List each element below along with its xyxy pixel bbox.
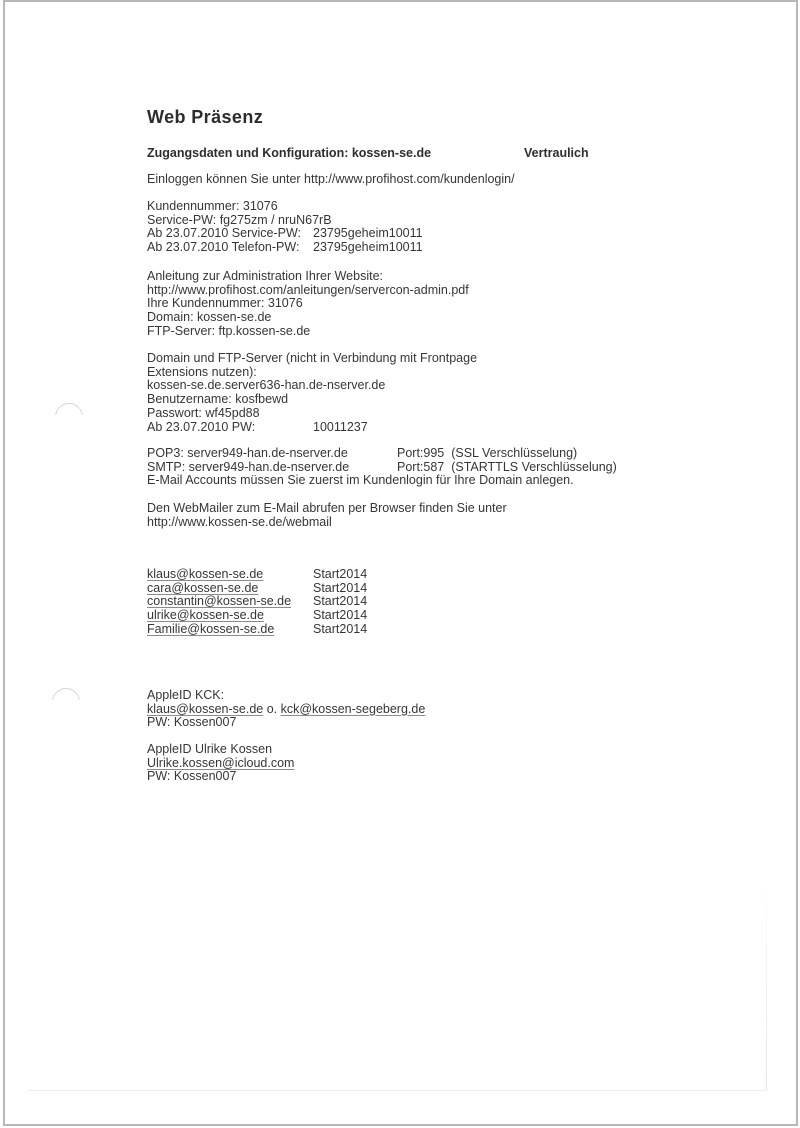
mail-accounts-note: E-Mail Accounts müssen Sie zuerst im Kundenlogin für Ihre Domain anlegen. bbox=[147, 473, 574, 488]
service-pw-2010-label: Ab 23.07.2010 Service-PW: bbox=[147, 226, 302, 241]
webmail-block bbox=[147, 502, 507, 529]
telefon-pw-2010-value: 23795geheim10011 bbox=[313, 240, 423, 255]
document-title: Web Präsenz bbox=[147, 107, 264, 128]
email-account-row bbox=[147, 608, 368, 623]
webmail-url: http://www.kossen-se.de/webmail bbox=[147, 514, 332, 529]
admin-guide-intro: Anleitung zur Administration Ihrer Website: bbox=[147, 269, 383, 283]
punch-hole-mark-top bbox=[55, 403, 83, 431]
customer-number-line: Kundennummer: 31076 bbox=[147, 199, 278, 213]
ftp-note-line2: Extensions nutzen): bbox=[147, 364, 257, 379]
appleid-ulrike-label: AppleID Ulrike Kossen bbox=[147, 742, 273, 756]
webmail-intro: Den WebMailer zum E-Mail abrufen per Browser finden Sie unter bbox=[147, 501, 507, 515]
login-info-line: Einloggen können Sie unter http://www.profihost.com/kundenlogin/ bbox=[147, 172, 515, 186]
ftp-pw-2010-value: 10011237 bbox=[313, 419, 368, 434]
email-address-link: Familie@kossen-se.de bbox=[147, 621, 275, 636]
customer-credentials-block bbox=[147, 199, 423, 255]
email-password: Start2014 bbox=[313, 580, 368, 595]
paper-edge-bottom-line bbox=[28, 1090, 766, 1091]
email-password: Start2014 bbox=[313, 594, 368, 609]
email-address-link: ulrike@kossen-se.de bbox=[147, 608, 264, 623]
email-password: Start2014 bbox=[313, 567, 368, 581]
smtp-port: Port:587 (STARTTLS Verschlüsselung) bbox=[397, 459, 617, 474]
ftp-note-line1: Domain und FTP-Server (nicht in Verbindung mit Frontpage bbox=[147, 351, 478, 365]
confidential-label: Vertraulich bbox=[524, 146, 589, 160]
appleid-ulrike-email bbox=[147, 757, 294, 771]
telefon-pw-2010-label: Ab 23.07.2010 Telefon-PW: bbox=[147, 240, 300, 255]
ftp-username: Benutzername: kosfbewd bbox=[147, 392, 289, 407]
email-account-row bbox=[147, 621, 368, 637]
email-account-row bbox=[147, 594, 368, 609]
appleid-kck-emails bbox=[147, 703, 425, 717]
punch-hole-mark-bottom bbox=[52, 688, 80, 716]
smtp-line bbox=[147, 459, 617, 475]
email-password: Start2014 bbox=[313, 608, 368, 623]
appleid-ulrike-password: PW: Kossen007 bbox=[147, 769, 237, 784]
appleid-kck-label: AppleID KCK: bbox=[147, 688, 225, 702]
appleid-kck-email2-link: kck@kossen-segeberg.de bbox=[280, 701, 426, 716]
ftp-password: Passwort: wf45pd88 bbox=[147, 405, 260, 420]
email-address-link: klaus@kossen-se.de bbox=[147, 567, 264, 581]
ftp-credentials-block bbox=[147, 352, 477, 434]
pop3-line bbox=[147, 446, 578, 461]
pop3-port: Port:995 (SSL Verschlüsselung) bbox=[397, 446, 578, 460]
admin-guide-url: http://www.profihost.com/anleitungen/servercon-admin.pdf bbox=[147, 282, 469, 297]
appleid-kck-block bbox=[147, 689, 425, 730]
telefon-pw-2010-line bbox=[147, 240, 423, 255]
section-header: Zugangsdaten und Konfiguration: kossen-se.de bbox=[147, 146, 432, 160]
scan-border-frame bbox=[3, 0, 798, 1126]
appleid-ulrike-email-link: Ulrike.kossen@icloud.com bbox=[147, 755, 295, 770]
email-address-link: cara@kossen-se.de bbox=[147, 580, 259, 595]
paper-edge-right-line bbox=[766, 870, 767, 1090]
appleid-ulrike-block bbox=[147, 743, 294, 784]
email-accounts-list bbox=[147, 567, 368, 637]
smtp-server: SMTP: server949-han.de-nserver.de bbox=[147, 459, 350, 474]
admin-customer-number: Ihre Kundennummer: 31076 bbox=[147, 296, 303, 311]
appleid-kck-separator: o. bbox=[263, 701, 281, 716]
admin-ftp-server: FTP-Server: ftp.kossen-se.de bbox=[147, 323, 311, 338]
admin-guide-block bbox=[147, 270, 469, 339]
service-pw-line: Service-PW: fg275zm / nruN67rB bbox=[147, 212, 332, 227]
service-pw-2010-value: 23795geheim10011 bbox=[313, 226, 423, 241]
service-pw-2010-line bbox=[147, 226, 423, 241]
email-password: Start2014 bbox=[313, 621, 368, 636]
ftp-pw-2010-line bbox=[147, 421, 477, 435]
appleid-kck-email1-link: klaus@kossen-se.de bbox=[147, 701, 264, 716]
email-account-row bbox=[147, 567, 368, 582]
ftp-server-name: kossen-se.de.server636-han.de-nserver.de bbox=[147, 378, 386, 393]
ftp-pw-2010-label: Ab 23.07.2010 PW: bbox=[147, 419, 256, 434]
appleid-kck-password: PW: Kossen007 bbox=[147, 715, 237, 730]
pop3-server: POP3: server949-han.de-nserver.de bbox=[147, 446, 348, 460]
mail-server-block bbox=[147, 446, 617, 488]
email-address-link: constantin@kossen-se.de bbox=[147, 594, 292, 609]
admin-domain: Domain: kossen-se.de bbox=[147, 310, 272, 325]
email-account-row bbox=[147, 580, 368, 596]
